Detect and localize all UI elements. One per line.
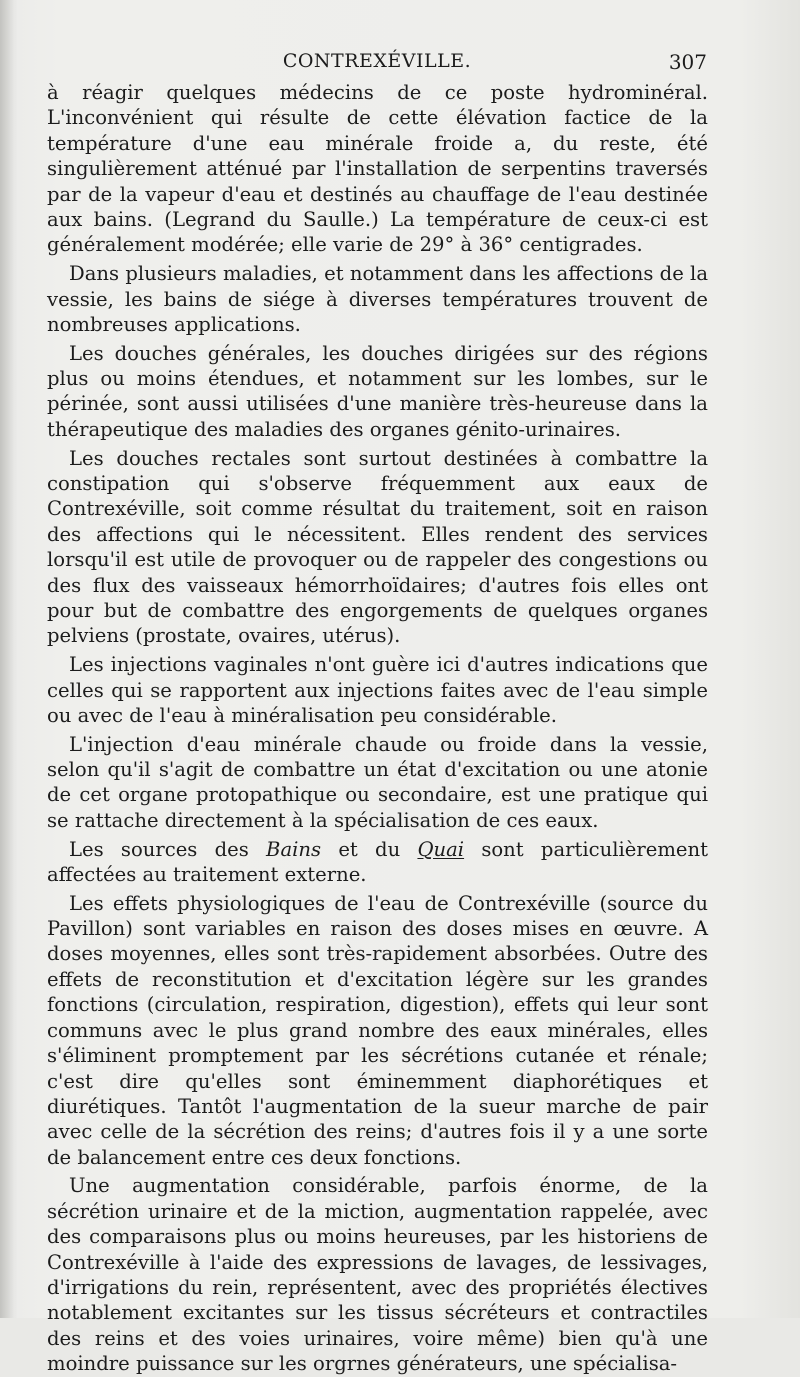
paragraph-7-end: sont particulièrement affectées au traitement externe. — [47, 837, 708, 886]
paragraph-2: Dans plusieurs maladies, et notamment dans les affections de la vessie, les bains de siége à diverses températures trouvent de nombreuses applications. — [47, 262, 708, 336]
binding-shadow — [0, 0, 18, 1318]
page-number: 307 — [668, 50, 707, 74]
paragraph-7-middle: et du — [321, 837, 418, 861]
paragraph-7 — [47, 837, 708, 888]
body-text — [47, 80, 708, 1377]
paragraph-8: Les effets physiologiques de l'eau de Contrexéville (source du Pavillon) sont variables en raison des doses mises en œuvre. A doses moyennes, elles sont très-rapidement absorbées. Outre des effets de reconstitution et d'excitation légère sur les grandes fonctions (circulation, respiration, digestion), effets qui leur sont communs avec le plus grand nombre des eaux minérales, elles s'éliminent promptement par les sécrétions cutanée et rénale; c'est dire qu'elles sont éminemment diaphorétiques et diurétiques. Tantôt l'augmentation de la sueur marche de pair avec celle de la sécrétion des reins; d'autres fois il y a une sorte de balancement entre ces deux fonctions. — [47, 891, 708, 1169]
source-name-quai: Quai — [417, 837, 465, 861]
paragraph-4: Les douches rectales sont surtout destinées à combattre la constipation qui s'observe fréquemment aux eaux de Contrexéville, soit comme résultat du traitement, soit en raison des affections qui le nécessitent. Elles rendent des services lorsqu'il est utile de provoquer ou de rappeler des congestions ou des flux des vaisseaux hémorrhoïdaires; d'autres fois elles ont pour but de combattre des engorgements de quelques organes pelviens (prostate, ovaires, utérus). — [47, 446, 708, 648]
page-header — [47, 50, 707, 80]
source-name-bains: Bains — [266, 837, 322, 861]
paragraph-9: Une augmentation considérable, parfois énorme, de la sécrétion urinaire et de la miction, augmentation rappelée, avec des comparaisons plus ou moins heureuses, par les historiens de Contrexéville à l'aide des expressions de lavages, de lessivages, d'irrigations du rein, représentent, avec des propriétés électives notablement excitantes sur les tissus sécréteurs et contractiles des reins et des voies urinaires, voire même) bien qu'à une moindre puissance sur les orgrnes générateurs, une spécialisa- — [47, 1174, 708, 1376]
paragraph-1: à réagir quelques médecins de ce poste hydrominéral. L'inconvénient qui résulte de cette élévation factice de la température d'une eau minérale froide a, du reste, été singulièrement atténué par l'installation de serpentins traversés par de la vapeur d'eau et destinés au chauffage de l'eau destinée aux bains. (Legrand du Saulle.) La température de ceux-ci est généralement modérée; elle varie de 29° à 36° centigrades. — [47, 81, 708, 257]
running-title: CONTREXÉVILLE. — [282, 50, 472, 72]
paragraph-7-start: Les sources des — [69, 837, 267, 861]
paragraph-5: Les injections vaginales n'ont guère ici d'autres indications que celles qui se rapportent aux injections faites avec de l'eau simple ou avec de l'eau à minéralisation peu considérable. — [47, 653, 708, 727]
paragraph-3: Les douches générales, les douches dirigées sur des régions plus ou moins étendues, et notamment sur les lombes, sur le périnée, sont aussi utilisées d'une manière très-heureuse dans la thérapeutique des maladies des organes génito-urinaires. — [47, 341, 708, 441]
paragraph-6: L'injection d'eau minérale chaude ou froide dans la vessie, selon qu'il s'agit de combattre un état d'excitation ou une atonie de cet organe protopathique ou secondaire, est une pratique qui se rattache directement à la spécialisation de ces eaux. — [47, 732, 708, 832]
